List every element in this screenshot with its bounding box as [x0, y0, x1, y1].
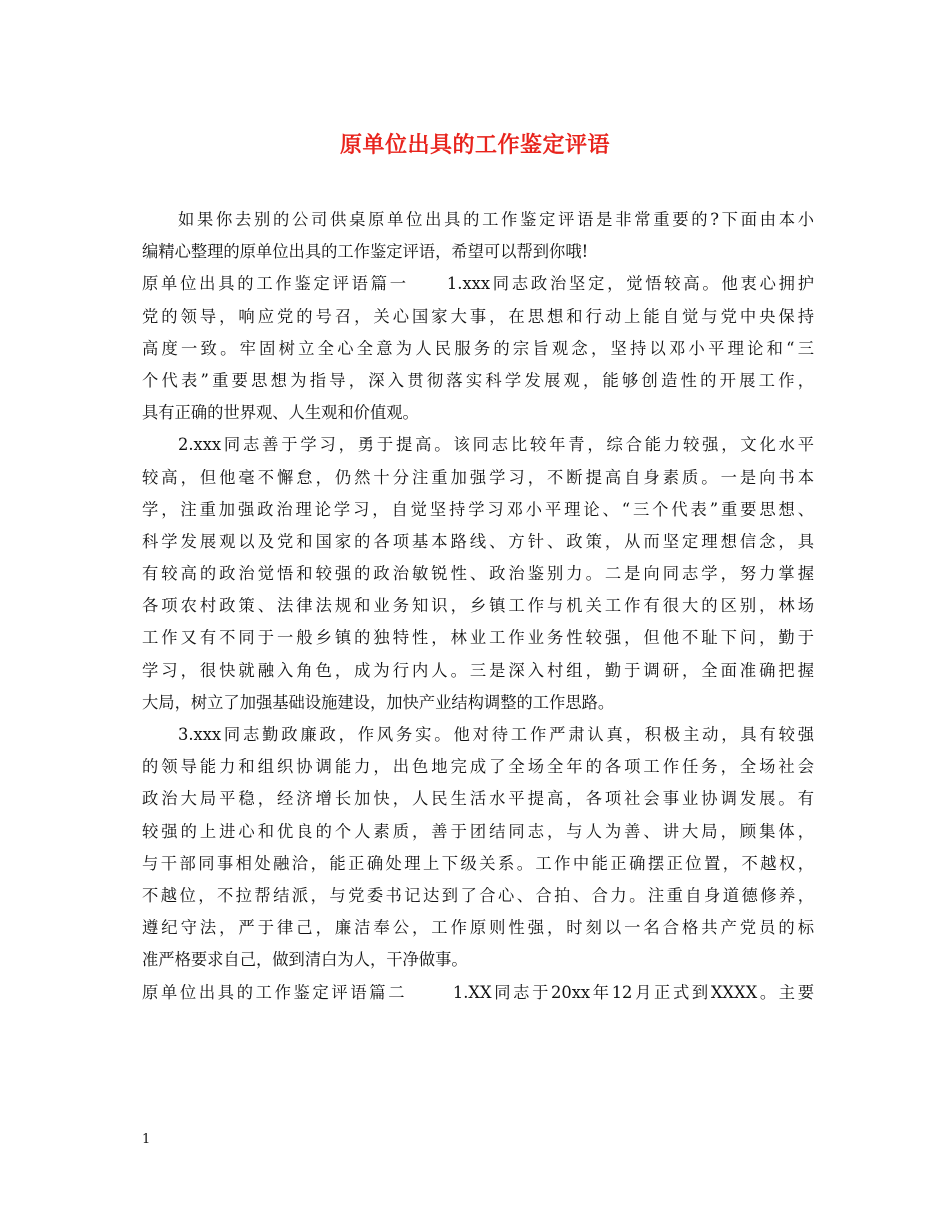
- body-line: 大局，树立了加强基础设施建设，加快产业结构调整的工作思路。: [142, 692, 615, 712]
- body-line: 党的领导，响应党的号召，关心国家大事，在思想和行动上能自觉与党中央保持: [142, 306, 814, 326]
- body-line: 较强的上进心和优良的个人素质，善于团结同志，与人为善、讲大局，顾集体，: [142, 821, 814, 841]
- body-line: 具有正确的世界观、人生观和价值观。: [142, 403, 419, 423]
- body-line: 3.xxx同志勤政廉政，作风务实。他对待工作严肃认真，积极主动，具有较强: [178, 725, 814, 744]
- body-line: 高度一致。牢固树立全心全意为人民服务的宗旨观念，坚持以邓小平理论和“三: [142, 338, 814, 358]
- body-line: 学习，很快就融入角色，成为行内人。三是深入村组，勤于调研，全面准确把握: [142, 660, 814, 680]
- body-line: 各项农村政策、法律法规和业务知识，乡镇工作与机关工作有很大的区别，林场: [142, 596, 814, 616]
- body-line: 个代表”重要思想为指导，深入贯彻落实科学发展观，能够创造性的开展工作，: [142, 370, 814, 390]
- body-line: 不越位，不拉帮结派，与党委书记达到了合心、合拍、合力。注重自身道德修养，: [142, 885, 814, 905]
- body-line: 科学发展观以及党和国家的各项基本路线、方针、政策，从而坚定理想信念，具: [142, 531, 814, 551]
- page-number: 1: [142, 1132, 151, 1147]
- body-line: 2.xxx同志善于学习，勇于提高。该同志比较年青，综合能力较强，文化水平: [178, 435, 814, 455]
- body-line: 编精心整理的原单位出具的工作鉴定评语，希望可以帮到你哦!: [142, 242, 589, 262]
- body-line: 如果你去别的公司供桌原单位出具的工作鉴定评语是非常重要的?下面由本小: [178, 210, 814, 229]
- body-line: 与干部同事相处融洽，能正确处理上下级关系。工作中能正确摆正位置，不越权，: [142, 853, 814, 873]
- body-line: 的领导能力和组织协调能力，出色地完成了全场全年的各项工作任务，全场社会: [142, 757, 814, 777]
- body-line: 原单位出具的工作鉴定评语篇二 1.XX同志于20xx年12月正式到XXXX。主要: [142, 982, 814, 1002]
- body-line: 政治大局平稳，经济增长加快，人民生活水平提高，各项社会事业协调发展。有: [142, 789, 814, 809]
- body-line: 学，注重加强政治理论学习，自觉坚持学习邓小平理论、“三个代表”重要思想、: [142, 499, 814, 519]
- document-body: [142, 204, 814, 1009]
- body-line: 原单位出具的工作鉴定评语篇一 1.xxx同志政治坚定，觉悟较高。他衷心拥护: [142, 274, 814, 294]
- body-line: 较高，但他毫不懈怠，仍然十分注重加强学习，不断提高自身素质。一是向书本: [142, 467, 814, 487]
- body-line: 工作又有不同于一般乡镇的独特性，林业工作业务性较强，但他不耻下问，勤于: [142, 628, 814, 648]
- body-line: 有较高的政治觉悟和较强的政治敏锐性、政治鉴别力。二是向同志学，努力掌握: [142, 564, 814, 584]
- body-line: 遵纪守法，严于律己，廉洁奉公，工作原则性强，时刻以一名合格共产党员的标: [142, 918, 814, 938]
- body-line: 准严格要求自己，做到清白为人，干净做事。: [142, 950, 468, 970]
- document-title: 原单位出具的工作鉴定评语: [339, 132, 610, 158]
